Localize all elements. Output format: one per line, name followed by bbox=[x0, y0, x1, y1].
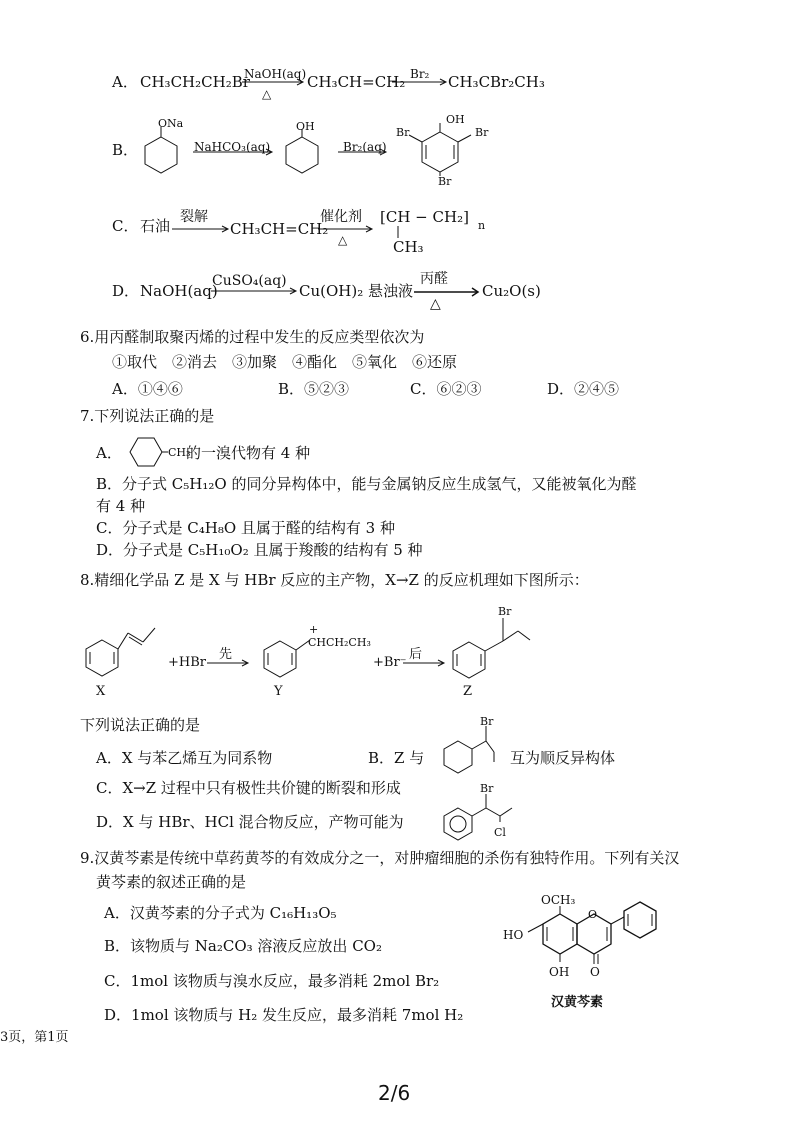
q8-label-z: Z bbox=[463, 684, 473, 699]
q5-a-mid: CH₃CH=CH₂ bbox=[307, 73, 406, 91]
q5-d-mid: Cu(OH)₂ 悬浊液 bbox=[299, 282, 414, 300]
q5-d-start: NaOH(aq) bbox=[140, 282, 218, 300]
q5-c-cond2: △ bbox=[338, 233, 348, 247]
q5-b-product-br2: Br bbox=[475, 126, 489, 139]
q8-br-minus: +Br⁻ bbox=[373, 655, 407, 670]
q5-d-label: D． bbox=[112, 282, 140, 300]
q9-img-ho: HO bbox=[503, 928, 524, 942]
q5-a-cond1: △ bbox=[262, 87, 272, 101]
q9-option-b: B．该物质与 Na₂CO₃ 溶液反应放出 CO₂ bbox=[104, 937, 382, 955]
q5-c-mid: CH₃CH=CH₂ bbox=[230, 220, 329, 238]
q6-stem: 6.用丙醛制取聚丙烯的过程中发生的反应类型依次为 bbox=[80, 328, 425, 346]
q9-option-c: C．1mol 该物质与溴水反应，最多消耗 2mol Br₂ bbox=[104, 972, 440, 990]
q8-label-x: X bbox=[96, 684, 106, 699]
q5-c-poly-n: n bbox=[478, 219, 486, 232]
q8-stem: 8.精细化学品 Z 是 X 与 HBr 反应的主产物，X→Z 的反应机理如下图所示： bbox=[80, 571, 589, 589]
q5-b-product-oh: OH bbox=[446, 113, 465, 126]
page-info: 3页，第1页 bbox=[0, 1030, 69, 1045]
q7-option-d: D．分子式是 C₅H₁₀O₂ 且属于羧酸的结构有 5 种 bbox=[96, 541, 423, 559]
q5-b-sub2: OH bbox=[296, 120, 315, 133]
q7-a-ch3: CH₃ bbox=[168, 446, 191, 459]
q9-img-caption: 汉黄芩素 bbox=[551, 995, 604, 1010]
q8-step1: 先 bbox=[219, 647, 233, 662]
q9-stem-line1: 9.汉黄芩素是传统中草药黄芩的有效成分之一，对肿瘤细胞的杀伤有独特作用。下列有关汉 bbox=[80, 849, 680, 867]
q8-option-d: D．X 与 HBr、HCl 混合物反应，产物可能为 bbox=[96, 813, 404, 831]
q5-c-poly-top: [CH − CH₂] bbox=[380, 208, 469, 226]
q8-sub-stem: 下列说法正确的是 bbox=[80, 716, 201, 734]
q5-b-product-br1: Br bbox=[396, 126, 410, 139]
q7-stem: 7.下列说法正确的是 bbox=[80, 407, 215, 425]
q9-option-a: A．汉黄芩素的分子式为 C₁₆H₁₃O₅ bbox=[104, 904, 337, 922]
q5-c-label: C． bbox=[112, 217, 139, 235]
q5-b-product-br3: Br bbox=[438, 175, 452, 188]
q8-d-br: Br bbox=[480, 782, 494, 795]
q5-d-reagent2: 丙醛 bbox=[420, 271, 448, 287]
q5-d-cond2: △ bbox=[430, 296, 441, 312]
q5-a-end: CH₃CBr₂CH₃ bbox=[448, 73, 545, 91]
q5-d-end: Cu₂O(s) bbox=[482, 282, 541, 300]
q5-a-reagent1: NaOH(aq) bbox=[244, 67, 307, 81]
q5-b-label: B． bbox=[112, 141, 139, 159]
q8-hbr: +HBr bbox=[168, 655, 206, 670]
q9-img-oh: OH bbox=[549, 965, 570, 979]
q9-img-carbonyl-o: O bbox=[590, 965, 600, 979]
q9-option-d: D．1mol 该物质与 H₂ 发生反应，最多消耗 7mol H₂ bbox=[104, 1006, 464, 1024]
q5-b-reagent2: Br₂(aq) bbox=[343, 140, 387, 154]
page-number: 2/6 bbox=[378, 1081, 411, 1105]
q5-c-reagent1: 裂解 bbox=[180, 209, 208, 225]
q8-b-br: Br bbox=[480, 715, 494, 728]
q8-option-a: A．X 与苯乙烯互为同系物 bbox=[96, 749, 273, 767]
q5-c-poly-sub: CH₃ bbox=[393, 238, 424, 256]
q7-option-c: C．分子式是 C₄H₈O 且属于醛的结构有 3 种 bbox=[96, 519, 395, 537]
q8-label-y: Y bbox=[274, 684, 283, 699]
q7-a-label: A． bbox=[96, 444, 122, 462]
q9-stem-line2: 黄芩素的叙述正确的是 bbox=[96, 873, 247, 891]
q7-a-text: 的一溴代物有 4 种 bbox=[186, 444, 311, 462]
q8-z-br: Br bbox=[498, 605, 512, 618]
q5-a-start: CH₃CH₂CH₂Br bbox=[140, 73, 250, 91]
q7-option-b-line2: 有 4 种 bbox=[96, 497, 146, 515]
q6-types: ①取代 ②消去 ③加聚 ④酯化 ⑤氧化 ⑥还原 bbox=[112, 353, 458, 371]
q8-y-chain: CHCH₂CH₃ bbox=[308, 636, 371, 649]
q7-option-b-line1: B．分子式 C₅H₁₂O 的同分异构体中，能与金属钠反应生成氢气，又能被氧化为醛 bbox=[96, 475, 637, 493]
q6-option-d: D．②④⑤ bbox=[547, 380, 620, 398]
q8-option-c: C．X→Z 过程中只有极性共价键的断裂和形成 bbox=[96, 779, 401, 797]
q5-a-label: A． bbox=[112, 73, 138, 91]
q6-option-a: A．①④⑥ bbox=[112, 380, 183, 398]
q5-d-reagent1: CuSO₄(aq) bbox=[212, 273, 287, 289]
q6-option-c: C．⑥②③ bbox=[410, 380, 482, 398]
q9-img-ring-o: O bbox=[588, 908, 598, 921]
q8-option-b-post: 互为顺反异构体 bbox=[510, 749, 616, 767]
q5-c-reagent2: 催化剂 bbox=[320, 209, 362, 225]
q8-option-b-pre: B．Z 与 bbox=[368, 749, 425, 767]
q6-option-b: B．⑤②③ bbox=[278, 380, 350, 398]
q8-y-plus: + bbox=[309, 623, 319, 636]
q5-a-reagent2: Br₂ bbox=[410, 67, 430, 81]
q5-c-start: 石油 bbox=[140, 217, 171, 235]
q5-b-reagent1: NaHCO₃(aq) bbox=[194, 140, 271, 154]
q8-d-cl: Cl bbox=[494, 826, 506, 839]
q5-b-sub1: ONa bbox=[158, 117, 184, 130]
q8-step2: 后 bbox=[409, 647, 423, 662]
q9-img-och3: OCH₃ bbox=[541, 893, 576, 907]
